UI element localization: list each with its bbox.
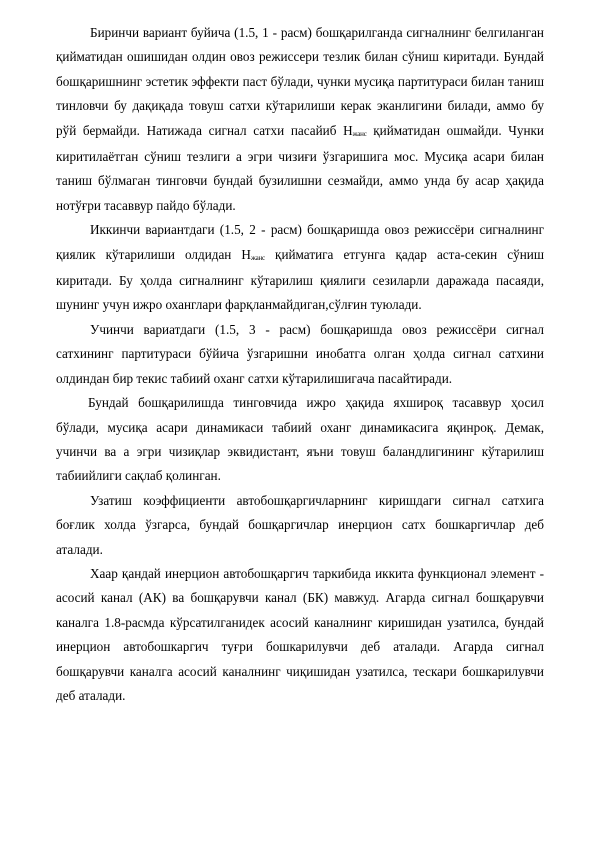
paragraph-text-after: қийматига етгунга қадар аста-секин сўниш киритади. Бу ҳолда сигналнинг кўтарилиш қиялиги сезиларли даражада пасаяди, шунинг учун ижро оханглари фарқланмайдиган,сўлғин туюлади. — [56, 246, 544, 313]
paragraph-text-before: Иккинчи вариантдаги (1.5, 2 - расм) бошқаришда овоз режиссёри сигналнинг қиялик кўтарилиши олдидан Н — [56, 222, 544, 262]
paragraph-text-before: Биринчи вариант буйича (1.5, 1 - расм) бошқарилганда сигналнинг белгиланган қийматидан ошишидан олдин овоз режиссери тезлик билан сўниш киритади. Бундай бошқаришнинг эстетик эффекти паст бўлади, чунки мусиқа партитураси билан таниш тинловчи бу дақиқада товуш сатхи кўтарилиши керак эканлигини билади, аммо бу рўй бермайди. Натижада сигнал сатхи пасайиб Н — [56, 25, 544, 138]
subscript-label: жанс — [250, 253, 265, 262]
paragraph-text-after: қийматидан ошмайди. Чунки киритилаётган сўниш тезлиги а эгри чизиғи ўзгаришига мос. Мусиқа асари билан таниш бўлмаган тинговчи бундай бузилишни сезмайди, аммо унда бу асар ҳақида нотўғри тасаввур пайдо бўлади. — [56, 122, 544, 213]
paragraph-inertial-regulator: Хаар қандай инерцион автобошқаргич таркибида иккита функционал элемент - асосий канал (АК) ва бошқарувчи канал (БК) мавжуд. Агарда сигнал бошқарувчи каналга 1.8-расмда кўрсатилганидек асосий каналнинг киришидан узатилса, бундай инерцион автобошкаргич туғри бошкарилувчи деб аталади. Агарда сигнал бошқарувчи каналга асосий каналнинг чиқишидан узатилса, тескари бошкарилувчи деб аталади. — [56, 565, 544, 703]
paragraph-perception: Бундай бошқарилишда тинговчида ижро ҳақида яхшироқ тасаввур ҳосил бўлади, мусиқа асари динамикаси табиий оханг динамикасига яқинроқ. Демак, учинчи ва а эгри чизиқлар эквидистант, яъни товуш баландлигининг кўтарилиш табиийлиги сақлаб қолинган. — [56, 395, 544, 484]
paragraph-third-variant: Учинчи вариатдаги (1.5, 3 - расм) бошқаришда овоз режиссёри сигнал сатхининг партитураси бўйича ўзгаришни инобатга олган ҳолда сигнал сатхини олдиндан бир текис табиий оханг сатхи кўтарилишигача пасайтиради. — [56, 321, 544, 386]
paragraph-first-variant — [56, 21, 544, 218]
paragraph-second-variant — [56, 218, 544, 318]
subscript-label: жанс — [352, 129, 367, 138]
paragraph-gain-coefficient: Узатиш коэффициенти автобошқаргичларнинг киришдаги сигнал сатхига боғлик холда ўзгарса, бундай бошқаргичлар инерцион сатх бошкаргичлар деб аталади. — [56, 492, 544, 557]
document-page — [56, 21, 544, 708]
